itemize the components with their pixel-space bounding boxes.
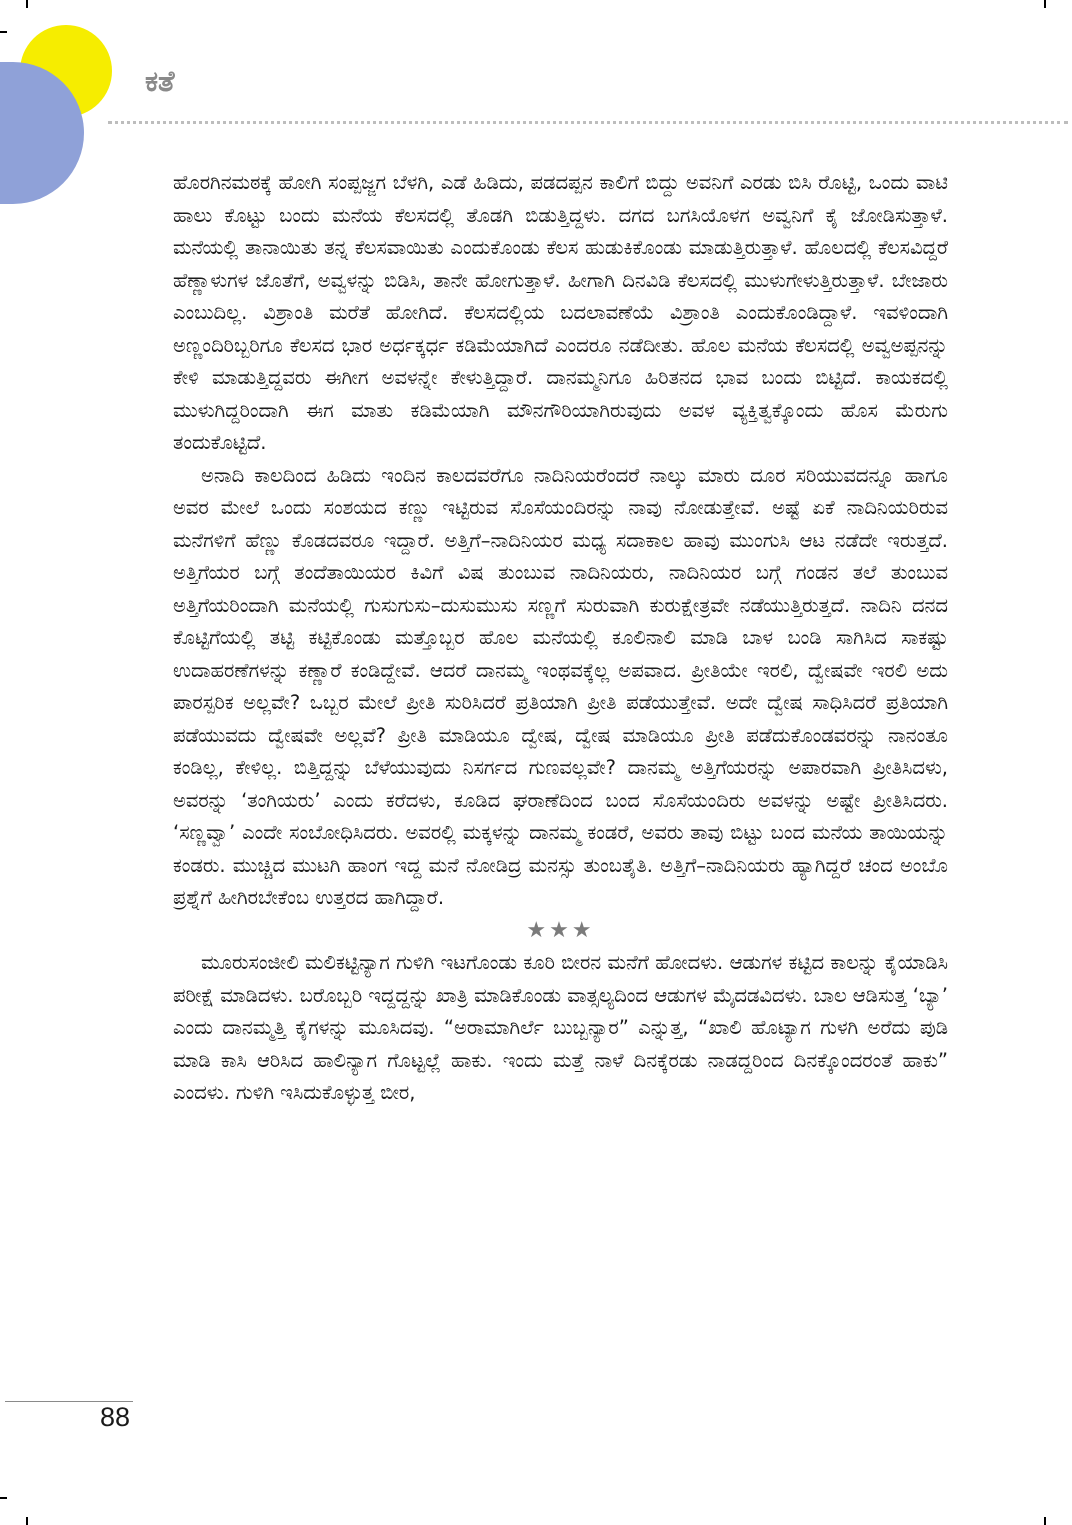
crop-mark-left-upper xyxy=(0,31,7,33)
crop-mark-bottom-left xyxy=(26,1517,28,1525)
paragraph: ಹೊರಗಿನಮಠಕ್ಕೆ ಹೋಗಿ ಸಂಪ್ಪಜ್ಜಗ ಬೆಳಗಿ, ಎಡೆ ಹಿಡಿದು, ಪಡದಪ್ಪನ ಕಾಲಿಗೆ ಬಿದ್ದು ಅವನಿಗೆ ಎರಡು ಬಿಸಿ ರೊಟ್ಟಿ, ಒಂದು ವಾಟಿ ಹಾಲು ಕೊಟ್ಟು ಬಂದು ಮನೆಯ ಕೆಲಸದಲ್ಲಿ ತೊಡಗಿ ಬಿಡುತ್ತಿದ್ದಳು. ದಗದ ಬಗಸಿಯೊಳಗ ಅವ್ವನಿಗೆ ಕೈ ಜೋಡಿಸುತ್ತಾಳೆ. ಮನೆಯಲ್ಲಿ ತಾನಾಯಿತು ತನ್ನ ಕೆಲಸವಾಯಿತು ಎಂದುಕೊಂಡು ಕೆಲಸ ಹುಡುಕಿಕೊಂಡು ಮಾಡುತ್ತಿರುತ್ತಾಳೆ. ಹೊಲದಲ್ಲಿ ಕೆಲಸವಿದ್ದರೆ ಹೆಣ್ಣಾಳುಗಳ ಜೊತೆಗೆ, ಅವ್ವಳನ್ನು ಬಿಡಿಸಿ, ತಾನೇ ಹೋಗುತ್ತಾಳೆ. ಹೀಗಾಗಿ ದಿನವಿಡಿ ಕೆಲಸದಲ್ಲಿ ಮುಳುಗೇಳುತ್ತಿರುತ್ತಾಳೆ. ಬೇಜಾರು ಎಂಬುದಿಲ್ಲ. ವಿಶ್ರಾಂತಿ ಮರೆತೆ ಹೋಗಿದೆ. ಕೆಲಸದಲ್ಲಿಯ ಬದಲಾವಣೆಯೆ ವಿಶ್ರಾಂತಿ ಎಂದುಕೊಂಡಿದ್ದಾಳೆ. ಇವಳಿಂದಾಗಿ ಅಣ್ಣಂದಿರಿಬ್ಬರಿಗೂ ಕೆಲಸದ ಭಾರ ಅರ್ಧಕ್ಕರ್ಧ ಕಡಿಮೆಯಾಗಿದೆ ಎಂದರೂ ನಡೆದೀತು. ಹೊಲ ಮನೆಯ ಕೆಲಸದಲ್ಲಿ ಅವ್ವಅಪ್ಪನನ್ನು ಕೇಳಿ ಮಾಡುತ್ತಿದ್ದವರು ಈಗೀಗ ಅವಳನ್ನೇ ಕೇಳುತ್ತಿದ್ದಾರೆ. ದಾನಮ್ಮನಿಗೂ ಹಿರಿತನದ ಭಾವ ಬಂದು ಬಿಟ್ಟಿದೆ. ಕಾಯಕದಲ್ಲಿ ಮುಳುಗಿದ್ದರಿಂದಾಗಿ ಈಗ ಮಾತು ಕಡಿಮೆಯಾಗಿ ಮೌನಗೌರಿಯಾಗಿರುವುದು ಅವಳ ವ್ಯಕ್ತಿತ್ವಕ್ಕೊಂದು ಹೊಸ ಮೆರುಗು ತಂದುಕೊಟ್ಟಿದೆ. xyxy=(173,171,948,454)
paragraph: ಅನಾದಿ ಕಾಲದಿಂದ ಹಿಡಿದು ಇಂದಿನ ಕಾಲದವರೆಗೂ ನಾದಿನಿಯರೆಂದರೆ ನಾಲ್ಕು ಮಾರು ದೂರ ಸರಿಯುವದನ್ನೂ ಹಾಗೂ ಅವರ ಮೇಲೆ ಒಂದು ಸಂಶಯದ ಕಣ್ಣು ಇಟ್ಟಿರುವ ಸೊಸೆಯಂದಿರನ್ನು ನಾವು ನೋಡುತ್ತೇವೆ. ಅಷ್ಟೆ ಏಕೆ ನಾದಿನಿಯರಿರುವ ಮನೆಗಳಿಗೆ ಹೆಣ್ಣು ಕೊಡದವರೂ ಇದ್ದಾರೆ. ಅತ್ತಿಗೆ–ನಾದಿನಿಯರ ಮಧ್ಯ ಸದಾಕಾಲ ಹಾವು ಮುಂಗುಸಿ ಆಟ ನಡೆದೇ ಇರುತ್ತದೆ. ಅತ್ತಿಗೆಯರ ಬಗ್ಗೆ ತಂದೆತಾಯಿಯರ ಕಿವಿಗೆ ವಿಷ ತುಂಬುವ ನಾದಿನಿಯರು, ನಾದಿನಿಯರ ಬಗ್ಗೆ ಗಂಡನ ತಲೆ ತುಂಬುವ ಅತ್ತಿಗೆಯರಿಂದಾಗಿ ಮನೆಯಲ್ಲಿ ಗುಸುಗುಸು–ದುಸುಮುಸು ಸಣ್ಣಗೆ ಸುರುವಾಗಿ ಕುರುಕ್ಷೇತ್ರವೇ ನಡೆಯುತ್ತಿರುತ್ತದೆ. ನಾದಿನಿ ದನದ ಕೊಟ್ಟಿಗೆಯಲ್ಲಿ ತಟ್ಟಿ ಕಟ್ಟಿಕೊಂಡು ಮತ್ತೊಬ್ಬರ ಹೊಲ ಮನೆಯಲ್ಲಿ ಕೂಲಿನಾಲಿ ಮಾಡಿ ಬಾಳ ಬಂಡಿ ಸಾಗಿಸಿದ ಸಾಕಷ್ಟು ಉದಾಹರಣೆಗಳನ್ನು ಕಣ್ಣಾರೆ ಕಂಡಿದ್ದೇವೆ. ಆದರೆ ದಾನಮ್ಮ ಇಂಥವಕ್ಕೆಲ್ಲ ಅಪವಾದ. ಪ್ರೀತಿಯೇ ಇರಲಿ, ದ್ವೇಷವೇ ಇರಲಿ ಅದು ಪಾರಸ್ಪರಿಕ ಅಲ್ಲವೇ? ಒಬ್ಬರ ಮೇಲೆ ಪ್ರೀತಿ ಸುರಿಸಿದರೆ ಪ್ರತಿಯಾಗಿ ಪ್ರೀತಿ ಪಡೆಯುತ್ತೇವೆ. ಅದೇ ದ್ವೇಷ ಸಾಧಿಸಿದರೆ ಪ್ರತಿಯಾಗಿ ಪಡೆಯುವದು ದ್ವೇಷವೇ ಅಲ್ಲವೆ? ಪ್ರೀತಿ ಮಾಡಿಯೂ ದ್ವೇಷ, ದ್ವೇಷ ಮಾಡಿಯೂ ಪ್ರೀತಿ ಪಡೆದುಕೊಂಡವರನ್ನು ನಾನಂತೂ ಕಂಡಿಲ್ಲ, ಕೇಳಿಲ್ಲ. ಬಿತ್ತಿದ್ದನ್ನು ಬೆಳೆಯುವುದು ನಿಸರ್ಗದ ಗುಣವಲ್ಲವೇ? ದಾನಮ್ಮ ಅತ್ತಿಗೆಯರನ್ನು ಅಪಾರವಾಗಿ ಪ್ರೀತಿಸಿದಳು, ಅವರನ್ನು ‘ತಂಗಿಯರು’ ಎಂದು ಕರೆದಳು, ಕೂಡಿದ ಘರಾಣೆದಿಂದ ಬಂದ ಸೊಸೆಯಂದಿರು ಅವಳನ್ನು ಅಷ್ಟೇ ಪ್ರೀತಿಸಿದರು. ‘ಸಣ್ಣವ್ವಾ’ ಎಂದೇ ಸಂಬೋಧಿಸಿದರು. ಅವರಲ್ಲಿ ಮಕ್ಕಳನ್ನು ದಾನಮ್ಮ ಕಂಡರೆ, ಅವರು ತಾವು ಬಿಟ್ಟು ಬಂದ ಮನೆಯ ತಾಯಿಯನ್ನು ಕಂಡರು. ಮುಚ್ಚಿದ ಮುಟಗಿ ಹಾಂಗ ಇದ್ದ ಮನೆ ನೋಡಿದ್ರ ಮನಸ್ಸು ತುಂಬತೈತಿ. ಅತ್ತಿಗೆ–ನಾದಿನಿಯರು ಹ್ಯಾಗಿದ್ದರೆ ಚಂದ ಅಂಬೊ ಪ್ರಶ್ನೆಗೆ ಹೀಗಿರಬೇಕೆಂಬ ಉತ್ತರದ ಹಾಗಿದ್ದಾರೆ. xyxy=(173,463,948,909)
crop-mark-top-right xyxy=(1044,0,1046,8)
story-body xyxy=(173,167,948,1110)
crop-mark-bottom-right xyxy=(1044,1517,1046,1525)
paragraph: ಮೂರುಸಂಜೀಲಿ ಮಲಿಕಟ್ಟಿನ್ಯಾಗ ಗುಳಿಗಿ ಇಟಗೊಂಡು ಕೂರಿ ಬೀರನ ಮನೆಗೆ ಹೋದಳು. ಆಡುಗಳ ಕಟ್ಟಿದ ಕಾಲನ್ನು ಕೈಯಾಡಿಸಿ ಪರೀಕ್ಷೆ ಮಾಡಿದಳು. ಬರೊಬ್ಬರಿ ಇದ್ದದ್ದನ್ನು ಖಾತ್ರಿ ಮಾಡಿಕೊಂಡು ವಾತ್ಸಲ್ಯದಿಂದ ಆಡುಗಳ ಮೈದಡವಿದಳು. ಬಾಲ ಆಡಿಸುತ್ತ ‘ಬ್ಯಾ’ ಎಂದು ದಾನಮ್ಮತ್ತಿ ಕೈಗಳನ್ನು ಮೂಸಿದವು. “ಅರಾಮಾಗಿರ್ಲೆ ಬುಬ್ಬನ್ಯಾರ” ಎನ್ನುತ್ತ, “ಖಾಲಿ ಹೊಟ್ಯಾಗ ಗುಳಗಿ ಅರೆದು ಪುಡಿ ಮಾಡಿ ಕಾಸಿ ಆರಿಸಿದ ಹಾಲಿನ್ಯಾಗ ಗೊಟ್ಟಲ್ಲೆ ಹಾಕು. ಇಂದು ಮತ್ತೆ ನಾಳೆ ದಿನಕ್ಕೆರಡು ನಾಡದ್ದರಿಂದ ದಿನಕ್ಕೊಂದರಂತೆ ಹಾಕು” ಎಂದಳು. ಗುಳಿಗಿ ಇಸಿದುಕೊಳ್ಳುತ್ತ ಬೀರ, xyxy=(173,951,948,1104)
page-number: 88 xyxy=(100,1402,131,1432)
header-dotted-rule xyxy=(108,121,1068,124)
crop-mark-top-left xyxy=(26,0,28,8)
section-label: ಕತೆ xyxy=(145,64,175,98)
section-separator: ★★★ xyxy=(526,917,595,943)
crop-mark-left-lower xyxy=(0,1497,7,1499)
